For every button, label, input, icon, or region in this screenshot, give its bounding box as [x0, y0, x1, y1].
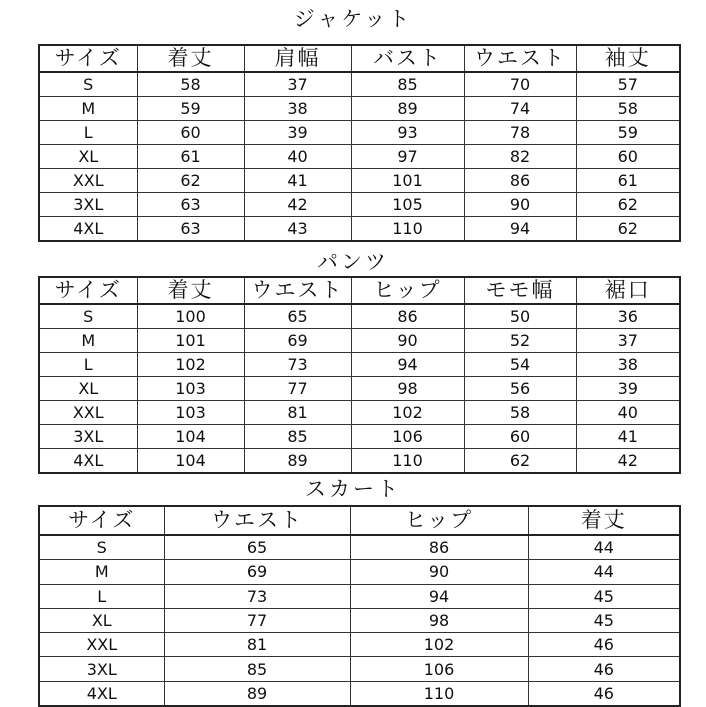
column-header: サイズ — [39, 45, 137, 72]
measurement-cell: 62 — [576, 193, 680, 217]
measurement-cell: 102 — [351, 401, 464, 425]
table-row — [39, 608, 680, 632]
size-label-cell: S — [39, 72, 137, 97]
column-header: バスト — [351, 45, 464, 72]
measurement-cell: 46 — [528, 633, 680, 657]
measurement-cell: 104 — [137, 425, 244, 449]
measurement-cell: 90 — [464, 193, 576, 217]
measurement-cell: 104 — [137, 449, 244, 474]
skirt-title: スカート — [305, 477, 401, 501]
measurement-cell: 45 — [528, 608, 680, 632]
measurement-cell: 37 — [244, 72, 351, 97]
measurement-cell: 42 — [244, 193, 351, 217]
measurement-cell: 94 — [351, 353, 464, 377]
measurement-cell: 100 — [137, 304, 244, 329]
table-row — [39, 681, 680, 706]
table-header-row — [39, 277, 680, 304]
column-header: ウエスト — [464, 45, 576, 72]
measurement-cell: 106 — [351, 425, 464, 449]
measurement-cell: 44 — [528, 560, 680, 584]
measurement-cell: 86 — [351, 304, 464, 329]
measurement-cell: 69 — [164, 560, 350, 584]
size-label-cell: M — [39, 329, 137, 353]
column-header: 着丈 — [528, 506, 680, 535]
measurement-cell: 89 — [164, 681, 350, 706]
measurement-cell: 56 — [464, 377, 576, 401]
column-header: ヒップ — [351, 277, 464, 304]
measurement-cell: 89 — [351, 97, 464, 121]
measurement-cell: 61 — [576, 169, 680, 193]
column-header: 着丈 — [137, 277, 244, 304]
table-row — [39, 329, 680, 353]
measurement-cell: 90 — [351, 329, 464, 353]
measurement-cell: 89 — [244, 449, 351, 474]
table-row — [39, 304, 680, 329]
measurement-cell: 43 — [244, 217, 351, 242]
measurement-cell: 58 — [137, 72, 244, 97]
measurement-cell: 50 — [464, 304, 576, 329]
table-row — [39, 353, 680, 377]
measurement-cell: 85 — [164, 657, 350, 681]
size-label-cell: XXL — [39, 169, 137, 193]
measurement-cell: 82 — [464, 145, 576, 169]
column-header: 肩幅 — [244, 45, 351, 72]
measurement-cell: 59 — [576, 121, 680, 145]
measurement-cell: 94 — [464, 217, 576, 242]
measurement-cell: 37 — [576, 329, 680, 353]
measurement-cell: 81 — [164, 633, 350, 657]
column-header: 袖丈 — [576, 45, 680, 72]
size-label-cell: XXL — [39, 633, 164, 657]
measurement-cell: 60 — [576, 145, 680, 169]
table-header-row — [39, 45, 680, 72]
measurement-cell: 41 — [576, 425, 680, 449]
size-label-cell: M — [39, 560, 164, 584]
size-label-cell: L — [39, 584, 164, 608]
measurement-cell: 63 — [137, 217, 244, 242]
measurement-cell: 106 — [350, 657, 528, 681]
column-header: ウエスト — [244, 277, 351, 304]
column-header: サイズ — [39, 277, 137, 304]
measurement-cell: 110 — [350, 681, 528, 706]
measurement-cell: 65 — [244, 304, 351, 329]
size-label-cell: 3XL — [39, 657, 164, 681]
size-label-cell: 3XL — [39, 425, 137, 449]
measurement-cell: 73 — [164, 584, 350, 608]
measurement-cell: 62 — [137, 169, 244, 193]
table-row — [39, 97, 680, 121]
measurement-cell: 94 — [350, 584, 528, 608]
pants-size-table — [38, 276, 681, 474]
size-label-cell: XL — [39, 608, 164, 632]
table-row — [39, 401, 680, 425]
jacket-size-table — [38, 44, 681, 242]
measurement-cell: 98 — [351, 377, 464, 401]
measurement-cell: 58 — [464, 401, 576, 425]
measurement-cell: 97 — [351, 145, 464, 169]
measurement-cell: 44 — [528, 535, 680, 560]
column-header: 着丈 — [137, 45, 244, 72]
measurement-cell: 41 — [244, 169, 351, 193]
measurement-cell: 40 — [244, 145, 351, 169]
measurement-cell: 65 — [164, 535, 350, 560]
size-label-cell: S — [39, 304, 137, 329]
table-row — [39, 535, 680, 560]
measurement-cell: 85 — [244, 425, 351, 449]
measurement-cell: 103 — [137, 377, 244, 401]
table-row — [39, 193, 680, 217]
measurement-cell: 39 — [576, 377, 680, 401]
size-label-cell: XL — [39, 145, 137, 169]
measurement-cell: 69 — [244, 329, 351, 353]
measurement-cell: 102 — [137, 353, 244, 377]
table-row — [39, 633, 680, 657]
table-row — [39, 425, 680, 449]
size-label-cell: XXL — [39, 401, 137, 425]
measurement-cell: 98 — [350, 608, 528, 632]
measurement-cell: 103 — [137, 401, 244, 425]
measurement-cell: 78 — [464, 121, 576, 145]
measurement-cell: 86 — [350, 535, 528, 560]
measurement-cell: 58 — [576, 97, 680, 121]
table-row — [39, 121, 680, 145]
column-header: ヒップ — [350, 506, 528, 535]
skirt-size-table — [38, 505, 681, 707]
measurement-cell: 81 — [244, 401, 351, 425]
table-row — [39, 584, 680, 608]
measurement-cell: 63 — [137, 193, 244, 217]
column-header: モモ幅 — [464, 277, 576, 304]
size-label-cell: 4XL — [39, 681, 164, 706]
measurement-cell: 62 — [576, 217, 680, 242]
size-label-cell: M — [39, 97, 137, 121]
measurement-cell: 42 — [576, 449, 680, 474]
measurement-cell: 102 — [350, 633, 528, 657]
table-header-row — [39, 506, 680, 535]
measurement-cell: 85 — [351, 72, 464, 97]
measurement-cell: 60 — [137, 121, 244, 145]
measurement-cell: 105 — [351, 193, 464, 217]
measurement-cell: 39 — [244, 121, 351, 145]
measurement-cell: 110 — [351, 449, 464, 474]
measurement-cell: 73 — [244, 353, 351, 377]
measurement-cell: 61 — [137, 145, 244, 169]
measurement-cell: 93 — [351, 121, 464, 145]
table-row — [39, 449, 680, 474]
measurement-cell: 46 — [528, 657, 680, 681]
pants-title: パンツ — [317, 250, 389, 274]
measurement-cell: 46 — [528, 681, 680, 706]
table-row — [39, 145, 680, 169]
jacket-title: ジャケット — [293, 7, 413, 31]
column-header: 裾口 — [576, 277, 680, 304]
table-row — [39, 72, 680, 97]
measurement-cell: 57 — [576, 72, 680, 97]
measurement-cell: 52 — [464, 329, 576, 353]
measurement-cell: 77 — [244, 377, 351, 401]
size-label-cell: S — [39, 535, 164, 560]
size-label-cell: 4XL — [39, 217, 137, 242]
measurement-cell: 40 — [576, 401, 680, 425]
table-row — [39, 217, 680, 242]
measurement-cell: 36 — [576, 304, 680, 329]
measurement-cell: 101 — [137, 329, 244, 353]
measurement-cell: 90 — [350, 560, 528, 584]
measurement-cell: 74 — [464, 97, 576, 121]
measurement-cell: 110 — [351, 217, 464, 242]
size-label-cell: 4XL — [39, 449, 137, 474]
measurement-cell: 70 — [464, 72, 576, 97]
measurement-cell: 45 — [528, 584, 680, 608]
measurement-cell: 59 — [137, 97, 244, 121]
measurement-cell: 86 — [464, 169, 576, 193]
measurement-cell: 38 — [576, 353, 680, 377]
table-row — [39, 377, 680, 401]
size-label-cell: L — [39, 121, 137, 145]
table-row — [39, 169, 680, 193]
measurement-cell: 101 — [351, 169, 464, 193]
measurement-cell: 62 — [464, 449, 576, 474]
column-header: サイズ — [39, 506, 164, 535]
table-row — [39, 560, 680, 584]
size-label-cell: L — [39, 353, 137, 377]
measurement-cell: 54 — [464, 353, 576, 377]
measurement-cell: 38 — [244, 97, 351, 121]
size-label-cell: XL — [39, 377, 137, 401]
table-row — [39, 657, 680, 681]
column-header: ウエスト — [164, 506, 350, 535]
measurement-cell: 77 — [164, 608, 350, 632]
size-label-cell: 3XL — [39, 193, 137, 217]
measurement-cell: 60 — [464, 425, 576, 449]
